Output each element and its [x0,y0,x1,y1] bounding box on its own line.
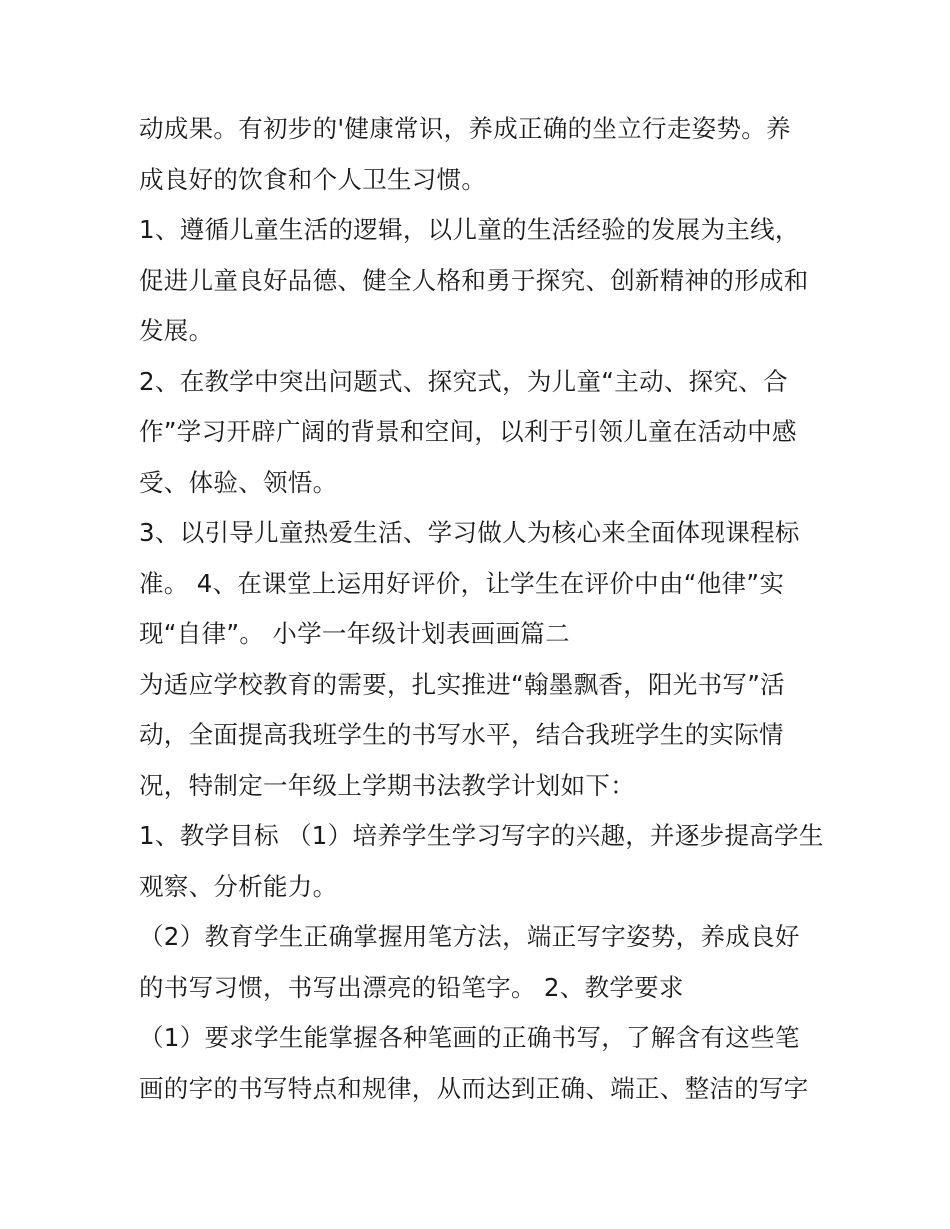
text-line: 促进儿童良好品德、健全人格和勇于探究、创新精神的形成和 [139,265,809,295]
text-line: 动，全面提高我班学生的书写水平，结合我班学生的实际情 [139,720,784,749]
text-line: 现“自律”。 小学一年级计划表画画篇二 [139,619,570,648]
text-line: 观察、分析能力。 [139,871,338,901]
text-line: 发展。 [139,316,214,345]
text-line: 的书写习惯，书写出漂亮的铅笔字。 2、教学要求 [139,972,684,1002]
text-line: 1、遵循儿童生活的逻辑，以儿童的生活经验的发展为主线， [139,215,800,244]
text-line: 3、以引导儿童热爱生活、学习做人为核心来全面体现课程标 [139,518,800,547]
text-line: 为适应学校教育的需要，扎实推进“翰墨飘香，阳光书写”活 [139,669,785,699]
text-line: 作”学习开辟广阔的背景和空间，以利于引领儿童在活动中感 [139,417,797,446]
text-line: 成良好的饮食和个人卫生习惯。 [139,164,487,194]
text-line: 动成果。有初步的'健康常识，养成正确的坐立行走姿势。养 [139,114,791,143]
text-line: （2）教育学生正确掌握用笔方法，端正写字姿势，养成良好 [139,922,800,951]
text-line: 1、教学目标 （1）培养学生学习写字的兴趣，并逐步提高学生 [139,821,824,850]
text-line: 受、体验、领悟。 [139,467,338,497]
text-line: 画的字的书写特点和规律，从而达到正确、端正、整洁的写字 [139,1073,809,1103]
text-line: 2、在教学中突出问题式、探究式，为儿童“主动、探究、合 [139,366,788,396]
body-text [139,104,829,1114]
text-line: 准。 4、在课堂上运用好评价，让学生在评价中由“他律”实 [139,568,785,598]
text-line: 况，特制定一年级上学期书法教学计划如下： [139,770,635,800]
text-line: （1）要求学生能掌握各种笔画的正确书写，了解含有这些笔 [139,1023,800,1052]
